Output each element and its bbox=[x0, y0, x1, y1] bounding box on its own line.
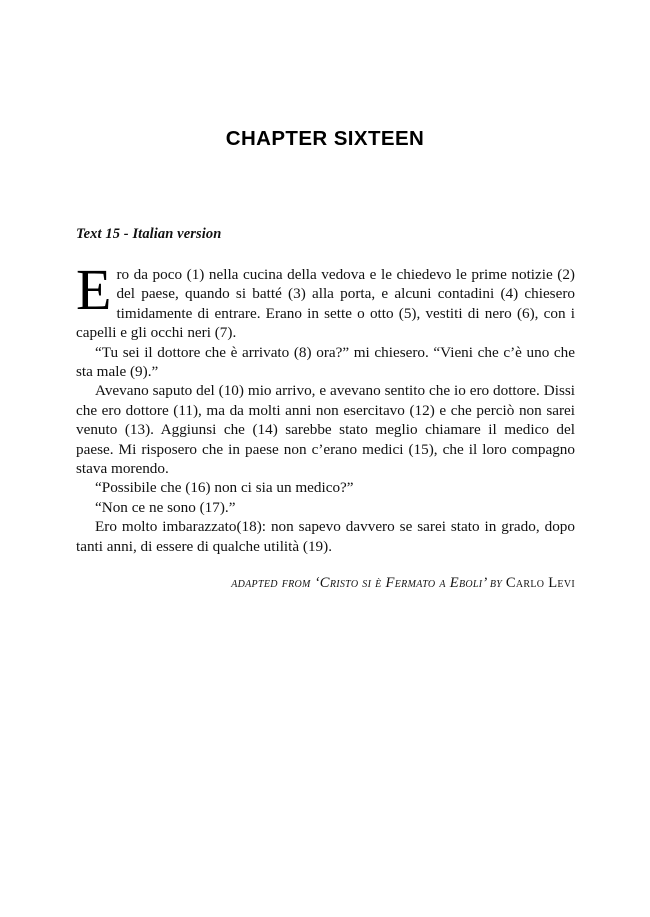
section-label: Text 15 - Italian version bbox=[76, 226, 222, 242]
paragraph bbox=[76, 257, 575, 343]
paragraph bbox=[76, 381, 575, 478]
drop-cap: E bbox=[76, 257, 112, 322]
attribution-author: Carlo Levi bbox=[505, 575, 575, 592]
paragraph-text: Ero molto imbarazzato(18): non sapevo davvero se sarei stato in grado, dopo tanti anni, di essere di qualche utilità (19). bbox=[76, 518, 575, 555]
paragraph bbox=[76, 517, 575, 556]
text-column bbox=[76, 226, 575, 593]
page-title: CHAPTER SIXTEEN bbox=[225, 126, 425, 150]
attribution-work: adapted from ‘Cristo si è Fermato a Eboli’ by bbox=[231, 575, 503, 592]
paragraph bbox=[76, 478, 575, 497]
paragraph bbox=[76, 343, 575, 382]
paragraph-text: “Possibile che (16) non ci sia un medico?” bbox=[95, 479, 354, 497]
source-attribution bbox=[76, 574, 575, 593]
paragraph bbox=[76, 498, 575, 517]
paragraph-text: Avevano saputo del (10) mio arrivo, e avevano sentito che io ero dottore. Dissi che ero dottore (11), ma da molti anni non esercitavo (12) e che perciò non sarei venuto (13). Aggiunsi che (14) sarebbe stato meglio chiamare il medico del paese. Mi risposero che in paese non c’erano medici (15), che il loro compagno stava morendo. bbox=[76, 382, 575, 478]
passage-body bbox=[76, 257, 575, 556]
paragraph-text: “Non ce ne sono (17).” bbox=[95, 498, 236, 516]
paragraph-text: ro da poco (1) nella cucina della vedova e le chiedevo le prime notizie (2) del paese, quando si batté (3) alla porta, e alcuni contadini (4) chiesero timidamente di entrare. Erano in sette o otto (5), vestiti di nero (6), con i capelli e gli occhi neri (7). bbox=[76, 266, 575, 342]
paragraph-text: “Tu sei il dottore che è arrivato (8) ora?” mi chiesero. “Vieni che c’è uno che sta male (9).” bbox=[76, 343, 575, 381]
